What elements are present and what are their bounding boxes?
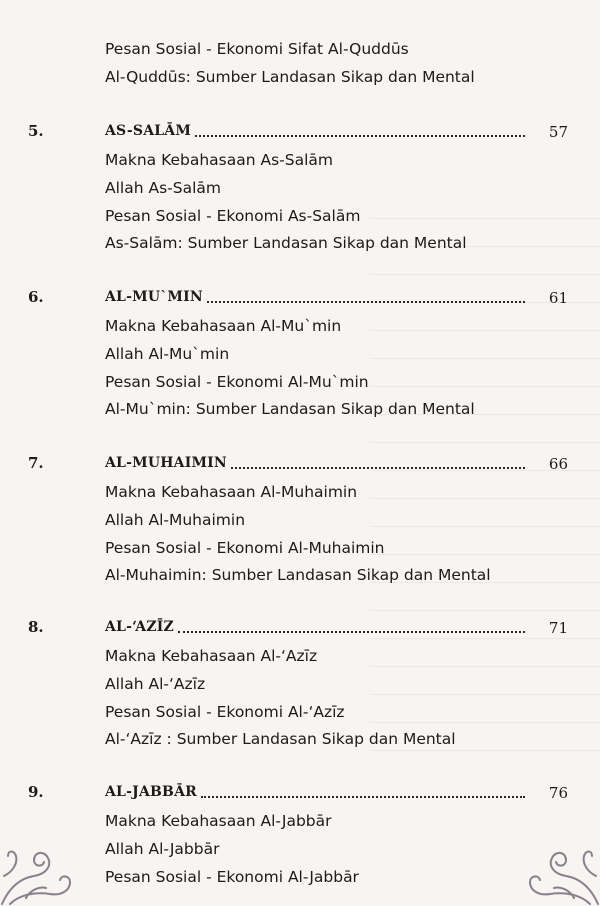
toc-subentry: Makna Kebahasaan Al-‘Azīz xyxy=(105,647,318,665)
subentry-list xyxy=(105,643,456,754)
page-number: 66 xyxy=(548,455,568,473)
toc-subentry: Al-Quddūs: Sumber Landasan Sikap dan Mental xyxy=(105,67,475,86)
toc-subentry: Pesan Sosial - Ekonomi As-Salām xyxy=(105,206,361,225)
leader-dots xyxy=(178,630,525,633)
toc-subentry: Makna Kebahasaan Al-Mu`min xyxy=(105,317,342,335)
section-title: AL-MU`MIN xyxy=(105,289,203,305)
toc-subentry: Allah Al-Mu`min xyxy=(105,344,230,363)
section-title: AL-MUHAIMIN xyxy=(105,455,227,471)
toc-subentry: Makna Kebahasaan Al-Muhaimin xyxy=(105,483,358,501)
section-number: 8. xyxy=(28,618,44,636)
leader-dots xyxy=(231,466,525,469)
toc-subentry: Pesan Sosial - Ekonomi Al-Muhaimin xyxy=(105,538,385,557)
subentry-list xyxy=(105,313,475,424)
carried-over-entries xyxy=(105,36,475,92)
section-heading-row xyxy=(105,617,525,637)
section-number: 7. xyxy=(28,454,44,472)
section-number: 6. xyxy=(28,288,44,306)
toc-subentry: Al-Muhaimin: Sumber Landasan Sikap dan Mental xyxy=(105,566,491,585)
floral-ornament-icon xyxy=(510,836,600,906)
section-heading-row xyxy=(105,121,525,141)
toc-subentry: Makna Kebahasaan As-Salām xyxy=(105,151,334,169)
section-number: 9. xyxy=(28,783,44,801)
toc-subentry: Al-‘Azīz : Sumber Landasan Sikap dan Mental xyxy=(105,730,456,749)
section-title: AS-SALĀM xyxy=(105,123,192,139)
subentry-list xyxy=(105,808,359,891)
page-number: 57 xyxy=(548,123,568,141)
section-title: AL-‘AZĪZ xyxy=(105,619,174,635)
toc-subentry: Pesan Sosial - Ekonomi Al-‘Azīz xyxy=(105,702,345,721)
toc-subentry: Al-Mu`min: Sumber Landasan Sikap dan Mental xyxy=(105,400,475,419)
subentry-list xyxy=(105,479,491,590)
leader-dots xyxy=(195,134,525,137)
toc-subentry: Pesan Sosial - Ekonomi Sifat Al-Quddūs xyxy=(105,40,409,58)
section-heading-row xyxy=(105,453,525,473)
toc-subentry: Allah Al-Jabbār xyxy=(105,839,220,858)
page-number: 76 xyxy=(548,784,568,802)
subentry-list xyxy=(105,147,467,258)
toc-subentry: As-Salām: Sumber Landasan Sikap dan Mental xyxy=(105,234,467,253)
toc-subentry: Allah Al-‘Azīz xyxy=(105,674,206,693)
toc-subentry: Pesan Sosial - Ekonomi Al-Mu`min xyxy=(105,372,369,391)
page-number: 61 xyxy=(548,289,568,307)
section-heading-row xyxy=(105,782,525,802)
toc-subentry: Allah As-Salām xyxy=(105,178,221,197)
page-number: 71 xyxy=(548,619,568,637)
leader-dots xyxy=(207,300,525,303)
section-title: AL-JABBĀR xyxy=(105,784,197,800)
section-number: 5. xyxy=(28,122,44,140)
section-heading-row xyxy=(105,287,525,307)
floral-ornament-icon xyxy=(0,836,90,906)
toc-subentry: Allah Al-Muhaimin xyxy=(105,510,246,529)
leader-dots xyxy=(201,795,525,798)
toc-subentry: Pesan Sosial - Ekonomi Al-Jabbār xyxy=(105,867,359,886)
toc-subentry: Makna Kebahasaan Al-Jabbār xyxy=(105,812,332,830)
